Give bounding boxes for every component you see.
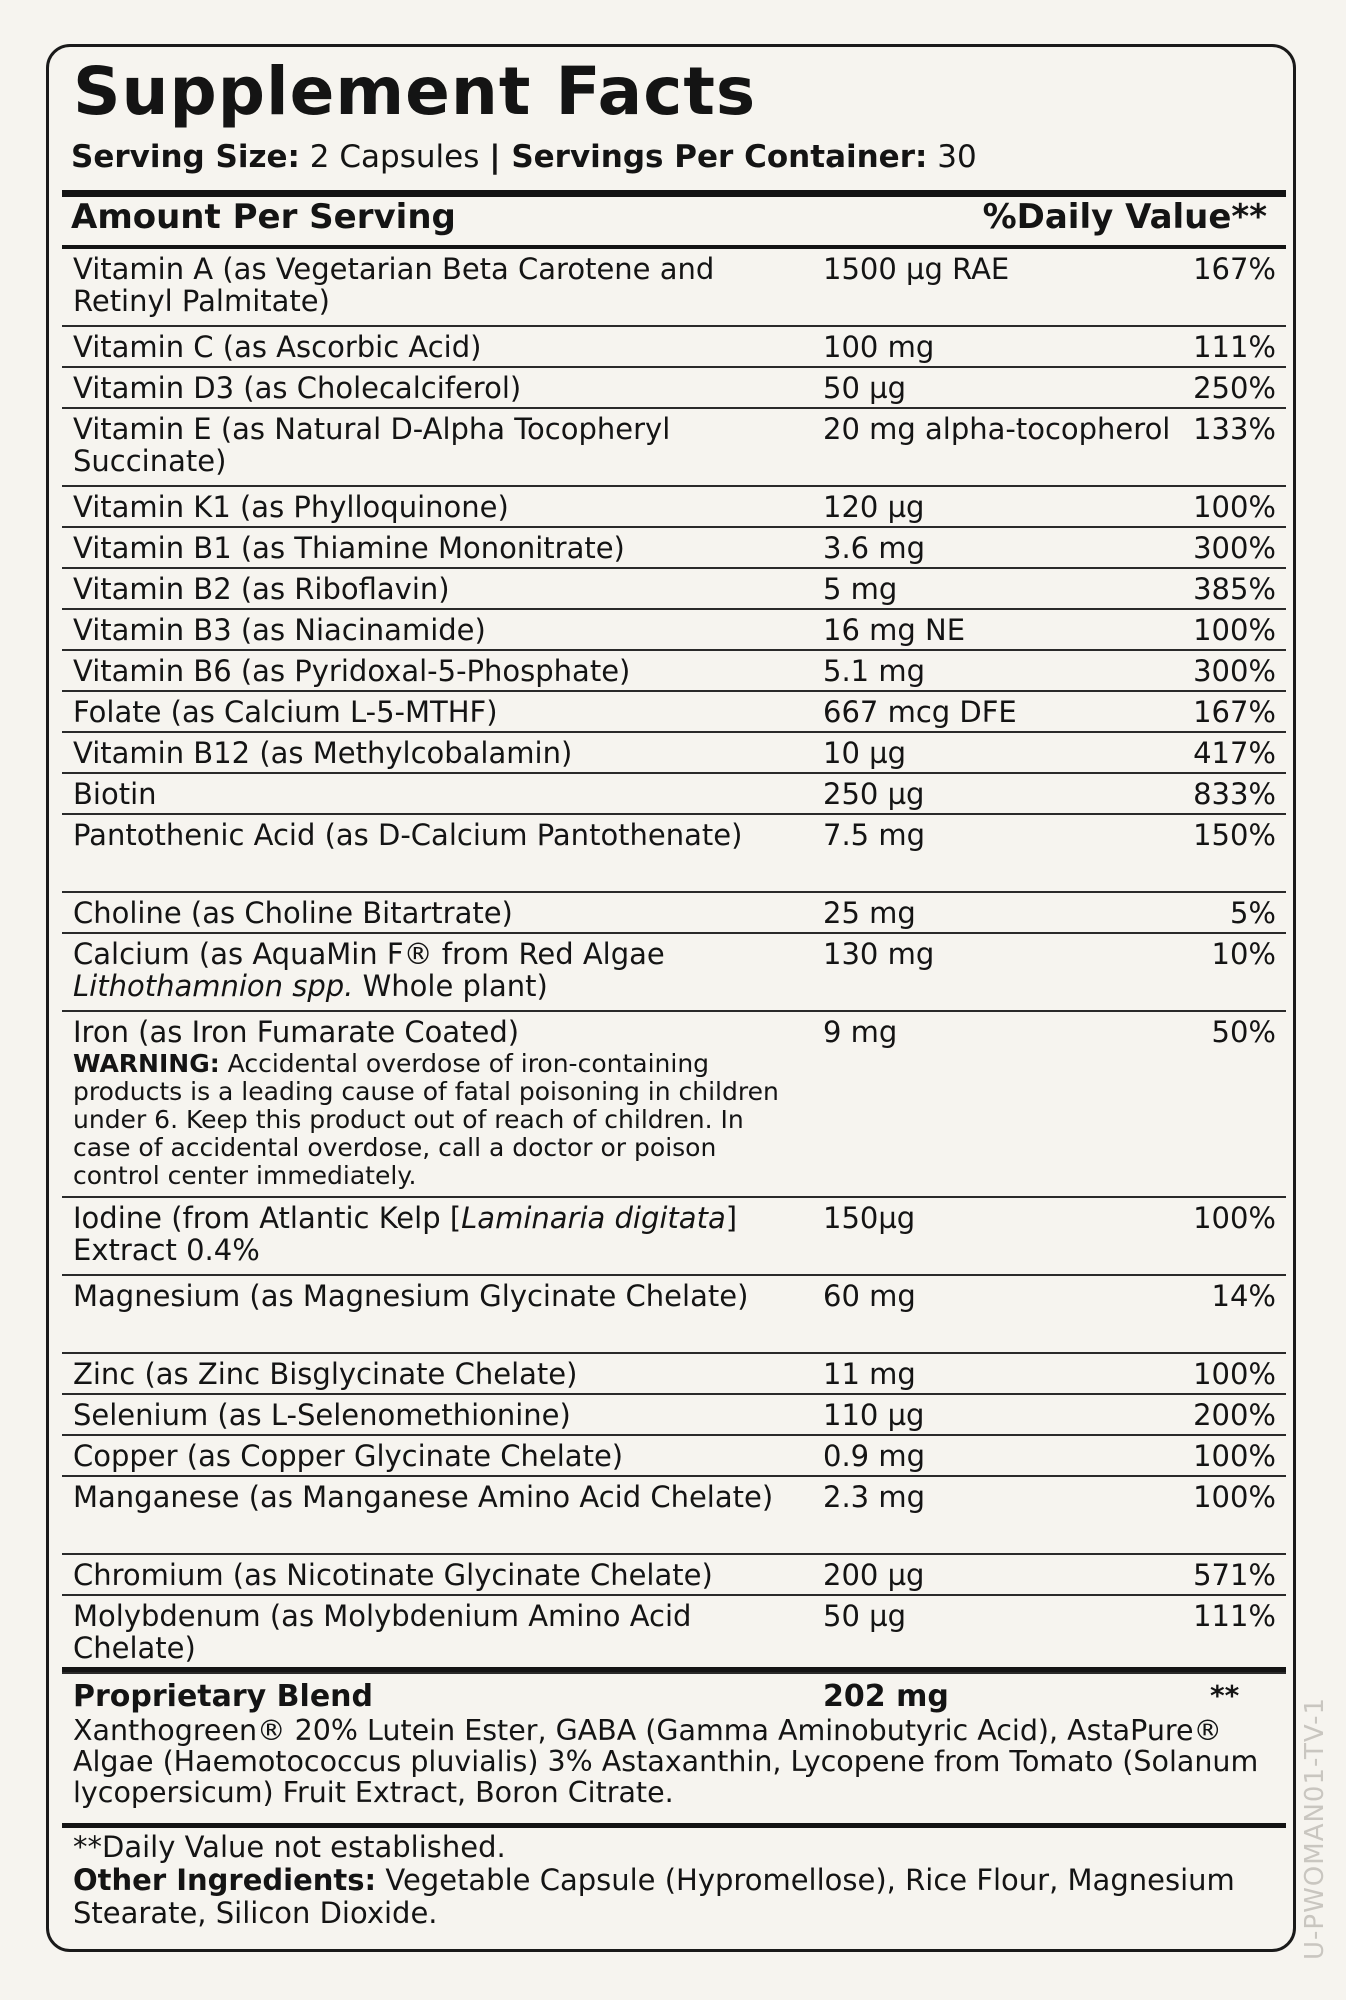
nutrient-daily-value: 5% bbox=[1229, 896, 1276, 930]
nutrient-name-text: Vitamin A (as Vegetarian Beta Carotene and Retinyl Palmitate) bbox=[73, 252, 715, 318]
iron-warning bbox=[73, 1050, 803, 1190]
nutrient-row bbox=[62, 934, 1286, 1012]
nutrient-name bbox=[73, 1559, 813, 1591]
nutrient-row bbox=[62, 692, 1286, 733]
servings-per-container-label: Servings Per Container: bbox=[500, 139, 928, 175]
other-ingredients-label: Other Ingredients: bbox=[73, 1863, 377, 1897]
nutrient-row bbox=[62, 1276, 1286, 1354]
nutrient-name bbox=[73, 573, 813, 605]
nutrient-name bbox=[73, 938, 813, 1002]
nutrient-amount: 10 µg bbox=[823, 736, 906, 770]
nutrient-daily-value: 10% bbox=[1211, 937, 1276, 971]
nutrient-row bbox=[62, 651, 1286, 692]
nutrient-name bbox=[73, 1399, 813, 1431]
nutrient-name-text: Vitamin C (as Ascorbic Acid) bbox=[73, 330, 482, 364]
nutrient-amount: 50 µg bbox=[823, 1599, 906, 1633]
nutrient-daily-value: 385% bbox=[1193, 572, 1276, 606]
nutrient-name-text: Vitamin K1 (as Phylloquinone) bbox=[73, 490, 509, 524]
nutrient-row bbox=[62, 774, 1286, 815]
nutrient-daily-value: 167% bbox=[1193, 252, 1276, 286]
amount-per-serving-header: Amount Per Serving bbox=[71, 197, 456, 237]
nutrient-name-text: Folate (as Calcium L-5-MTHF) bbox=[73, 695, 498, 729]
nutrient-name bbox=[73, 532, 813, 564]
nutrient-daily-value: 100% bbox=[1193, 1357, 1276, 1391]
nutrient-amount: 150µg bbox=[823, 1201, 916, 1235]
nutrient-name bbox=[73, 1358, 813, 1390]
nutrient-name-text: Molybdenum (as Molybdenium Amino Acid Chelate) bbox=[73, 1599, 692, 1665]
nutrient-name-text: ] Extract 0.4% bbox=[73, 1201, 738, 1267]
nutrient-name-text: Zinc (as Zinc Bisglycinate Chelate) bbox=[73, 1357, 578, 1391]
nutrient-name-text: Copper (as Copper Glycinate Chelate) bbox=[73, 1439, 624, 1473]
footer-top-rule bbox=[62, 1823, 1286, 1828]
nutrient-name-text: Vitamin B3 (as Niacinamide) bbox=[73, 613, 486, 647]
nutrient-name-text: Magnesium (as Magnesium Glycinate Chelate) bbox=[73, 1279, 749, 1313]
nutrient-amount: 3.6 mg bbox=[823, 531, 925, 565]
panel-title: Supplement Facts bbox=[73, 53, 757, 130]
nutrient-row bbox=[62, 610, 1286, 651]
nutrient-name bbox=[73, 331, 813, 363]
nutrient-daily-value: 200% bbox=[1193, 1398, 1276, 1432]
nutrient-amount: 60 mg bbox=[823, 1279, 916, 1313]
nutrient-daily-value: 14% bbox=[1211, 1279, 1276, 1313]
blend-description: Xanthogreen® 20% Lutein Ester, GABA (Gamma Aminobutyric Acid), AstaPure® Algae (Haemotococcus pluvialis) 3% Astaxanthin, Lycopene from Tomato (Solanum lycopersicum) Fruit Extract, Boron Citrate. bbox=[73, 1714, 1259, 1809]
servings-per-container-value: 30 bbox=[927, 139, 977, 175]
nutrient-row bbox=[62, 528, 1286, 569]
nutrient-amount: 130 mg bbox=[823, 937, 935, 971]
nutrient-amount: 16 mg NE bbox=[823, 613, 966, 647]
nutrient-amount: 100 mg bbox=[823, 330, 935, 364]
nutrient-amount: 667 mcg DFE bbox=[823, 695, 1017, 729]
nutrient-amount: 9 mg bbox=[823, 1015, 898, 1049]
nutrient-name-text: Calcium (as AquaMin F® from Red Algae bbox=[73, 937, 665, 971]
nutrient-name bbox=[73, 253, 813, 317]
nutrient-row bbox=[62, 1477, 1286, 1555]
nutrient-name-italic: Lithothamnion spp. bbox=[73, 969, 354, 1003]
nutrient-table bbox=[62, 249, 1286, 1674]
nutrient-daily-value: 50% bbox=[1211, 1015, 1276, 1049]
nutrient-name bbox=[73, 1016, 813, 1190]
nutrient-daily-value: 111% bbox=[1193, 330, 1276, 364]
nutrient-name-italic: Laminaria digitata bbox=[461, 1201, 726, 1235]
nutrient-amount: 50 µg bbox=[823, 371, 906, 405]
nutrient-amount: 5.1 mg bbox=[823, 654, 925, 688]
nutrient-name-text: Vitamin B2 (as Riboflavin) bbox=[73, 572, 450, 606]
nutrient-name-text: Selenium (as L-Selenomethionine) bbox=[73, 1398, 571, 1432]
nutrient-row bbox=[62, 1395, 1286, 1436]
nutrient-name bbox=[73, 491, 813, 523]
serving-size-value: 2 Capsules bbox=[299, 139, 490, 175]
nutrient-name-text: Manganese (as Manganese Amino Acid Chelate) bbox=[73, 1480, 774, 1514]
nutrient-name bbox=[73, 614, 813, 646]
blend-top-rule bbox=[62, 1667, 1286, 1672]
other-ingredients bbox=[73, 1864, 1273, 1930]
serving-size-label: Serving Size: bbox=[71, 139, 300, 175]
supplement-facts-panel bbox=[46, 44, 1296, 1952]
warning-label: WARNING: bbox=[73, 1049, 220, 1078]
nutrient-amount: 20 mg alpha-tocopherol bbox=[823, 412, 1171, 446]
nutrient-amount: 110 µg bbox=[823, 1398, 925, 1432]
daily-value-note: **Daily Value not established. bbox=[73, 1830, 506, 1864]
nutrient-row bbox=[62, 1354, 1286, 1395]
blend-daily-value: ** bbox=[1210, 1679, 1240, 1712]
nutrient-amount: 0.9 mg bbox=[823, 1439, 925, 1473]
nutrient-name bbox=[73, 897, 813, 929]
nutrient-name-text: Biotin bbox=[73, 777, 157, 811]
footer-notes bbox=[73, 1831, 1273, 1930]
nutrient-daily-value: 100% bbox=[1193, 1201, 1276, 1235]
nutrient-row bbox=[62, 1555, 1286, 1596]
nutrient-name bbox=[73, 778, 813, 810]
nutrient-name bbox=[73, 413, 813, 477]
nutrient-name bbox=[73, 696, 813, 728]
nutrient-name bbox=[73, 655, 813, 687]
nutrient-row bbox=[62, 327, 1286, 368]
nutrient-name-text: Vitamin B6 (as Pyridoxal-5-Phosphate) bbox=[73, 654, 631, 688]
nutrient-amount: 25 mg bbox=[823, 896, 916, 930]
nutrient-name bbox=[73, 372, 813, 404]
nutrient-name bbox=[73, 1280, 813, 1312]
nutrient-row bbox=[62, 409, 1286, 487]
nutrient-daily-value: 133% bbox=[1193, 412, 1276, 446]
nutrient-amount: 250 µg bbox=[823, 777, 925, 811]
nutrient-row bbox=[62, 893, 1286, 934]
warning-text: Accidental overdose of iron-containing products is a leading cause of fatal poisoning in children under 6. Keep this product out of reach of children. In case of accidental overdose, call a doctor or poison control center immediately. bbox=[73, 1049, 779, 1190]
nutrient-daily-value: 100% bbox=[1193, 613, 1276, 647]
nutrient-row bbox=[62, 487, 1286, 528]
nutrient-name bbox=[73, 819, 813, 851]
side-product-code: U-PWOMAN01-TV-1 bbox=[1300, 1696, 1330, 1960]
nutrient-name-text: Iodine (from Atlantic Kelp [ bbox=[73, 1201, 462, 1235]
blend-name: Proprietary Blend bbox=[73, 1679, 373, 1714]
nutrient-name bbox=[73, 1481, 813, 1513]
nutrient-row bbox=[62, 1198, 1286, 1276]
top-thick-rule bbox=[62, 190, 1286, 197]
nutrient-name-text: Choline (as Choline Bitartrate) bbox=[73, 896, 513, 930]
nutrient-name-text: Vitamin E (as Natural D-Alpha Tocopheryl Succinate) bbox=[73, 412, 671, 478]
nutrient-name-text: Vitamin B12 (as Methylcobalamin) bbox=[73, 736, 573, 770]
serving-separator: | bbox=[489, 139, 501, 175]
nutrient-name-text: Chromium (as Nicotinate Glycinate Chelate) bbox=[73, 1558, 713, 1592]
nutrient-amount: 5 mg bbox=[823, 572, 898, 606]
serving-info bbox=[71, 139, 977, 175]
nutrient-daily-value: 150% bbox=[1193, 818, 1276, 852]
nutrient-daily-value: 100% bbox=[1193, 490, 1276, 524]
nutrient-daily-value: 300% bbox=[1193, 531, 1276, 565]
nutrient-amount: 200 µg bbox=[823, 1558, 925, 1592]
nutrient-daily-value: 300% bbox=[1193, 654, 1276, 688]
nutrient-row bbox=[62, 1596, 1286, 1674]
nutrient-daily-value: 100% bbox=[1193, 1439, 1276, 1473]
nutrient-name-text: Pantothenic Acid (as D-Calcium Pantothenate) bbox=[73, 818, 743, 852]
blend-amount: 202 mg bbox=[823, 1679, 949, 1714]
nutrient-row bbox=[62, 815, 1286, 893]
nutrient-name-text: Iron (as Iron Fumarate Coated) bbox=[73, 1015, 520, 1049]
nutrient-daily-value: 167% bbox=[1193, 695, 1276, 729]
nutrient-amount: 11 mg bbox=[823, 1357, 916, 1391]
nutrient-row bbox=[62, 1436, 1286, 1477]
nutrient-row bbox=[62, 1012, 1286, 1198]
nutrient-row bbox=[62, 249, 1286, 327]
nutrient-amount: 1500 µg RAE bbox=[823, 252, 1010, 286]
nutrient-name-text: Vitamin D3 (as Cholecalciferol) bbox=[73, 371, 522, 405]
daily-value-header: %Daily Value** bbox=[982, 197, 1267, 237]
nutrient-name-text: Whole plant) bbox=[353, 969, 548, 1003]
other-ingredients-text: Vegetable Capsule (Hypromellose), Rice Flour, Magnesium Stearate, Silicon Dioxide. bbox=[73, 1863, 1235, 1930]
nutrient-daily-value: 100% bbox=[1193, 1480, 1276, 1514]
nutrient-name bbox=[73, 1440, 813, 1472]
nutrient-amount: 2.3 mg bbox=[823, 1480, 925, 1514]
nutrient-name-text: Vitamin B1 (as Thiamine Mononitrate) bbox=[73, 531, 625, 565]
nutrient-daily-value: 417% bbox=[1193, 736, 1276, 770]
nutrient-row bbox=[62, 569, 1286, 610]
nutrient-name bbox=[73, 1600, 813, 1664]
nutrient-amount: 120 µg bbox=[823, 490, 925, 524]
nutrient-name bbox=[73, 1202, 813, 1266]
nutrient-daily-value: 571% bbox=[1193, 1558, 1276, 1592]
nutrient-amount: 7.5 mg bbox=[823, 818, 925, 852]
nutrient-daily-value: 111% bbox=[1193, 1599, 1276, 1633]
nutrient-daily-value: 833% bbox=[1193, 777, 1276, 811]
nutrient-row bbox=[62, 733, 1286, 774]
nutrient-name bbox=[73, 737, 813, 769]
nutrient-row bbox=[62, 368, 1286, 409]
nutrient-daily-value: 250% bbox=[1193, 371, 1276, 405]
